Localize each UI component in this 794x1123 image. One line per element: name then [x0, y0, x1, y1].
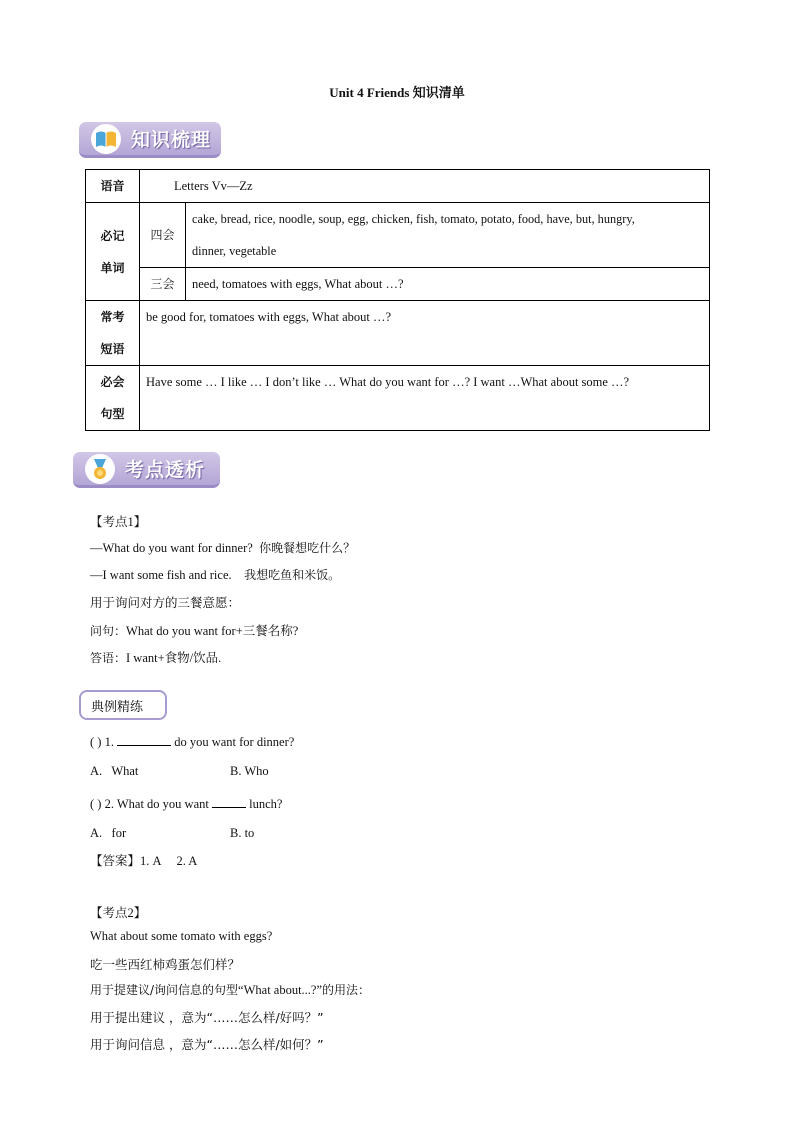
- table-row: [86, 203, 710, 268]
- point2-usage: 用于提建议/询问信息的句型“What about...?”的用法：: [90, 983, 371, 997]
- section-banner-knowledge: [79, 122, 221, 158]
- table-row: [86, 301, 710, 366]
- point1-heading: 【考点1】: [90, 515, 147, 529]
- point2-translation: 吃一些西红柿鸡蛋怎们样？: [90, 957, 241, 972]
- point2-heading: 【考点2】: [90, 906, 147, 920]
- exercise-2-option-b: B. to: [230, 826, 255, 840]
- pronunciation-content: Letters Vv—Zz: [140, 170, 710, 203]
- exercise-1-option-b: B. Who: [230, 764, 269, 778]
- point1-answer: —I want some fish and rice. 我想吃鱼和米饭。: [90, 568, 341, 582]
- sentences-content: Have some … I like … I don’t like … What do you want for …? I want …What about some …?: [140, 366, 710, 431]
- answer-blank[interactable]: [117, 733, 171, 746]
- phrases-content: be good for, tomatoes with eggs, What about …?: [140, 301, 710, 366]
- label-pronunciation: 语音: [86, 170, 140, 203]
- exercise-2-question: ( ) 2. What do you want lunch?: [90, 797, 283, 811]
- point1-ask: 问句：What do you want for+三餐名称?: [90, 624, 299, 638]
- label-phrases: 常考 短语: [86, 301, 140, 366]
- banner-title: 考点透析: [125, 459, 206, 481]
- label-must-words: 必记 单词: [86, 203, 140, 301]
- section-banner-exam-points: [73, 452, 220, 488]
- answer-blank[interactable]: [212, 795, 246, 808]
- point2-suggestion: 用于提出建议 ，意为“……怎么样/好吗？”: [90, 1010, 324, 1025]
- three-skills-content: need, tomatoes with eggs, What about …?: [186, 268, 710, 301]
- point1-question: —What do you want for dinner? 你晚餐想吃什么？: [90, 541, 356, 555]
- table-row: [86, 170, 710, 203]
- point1-reply: 答语：I want+食物/饮品.: [90, 651, 222, 665]
- table-row: [86, 268, 710, 301]
- four-skills-content: cake, bread, rice, noodle, soup, egg, chicken, fish, tomato, potato, food, have, but, hungry, dinner, vegetable: [186, 203, 710, 268]
- exercise-1-option-a: A. What: [90, 764, 139, 778]
- exercise-1-question: ( ) 1. do you want for dinner?: [90, 735, 295, 749]
- label-sentences: 必会 句型: [86, 366, 140, 431]
- label-three-skills: 三会: [140, 268, 186, 301]
- examples-label: 典例精练: [79, 690, 167, 720]
- answers: 【答案】1. A 2. A: [90, 854, 198, 868]
- table-row: [86, 366, 710, 431]
- page-title: Unit 4 Friends 知识清单: [329, 85, 465, 100]
- knowledge-table: [85, 169, 710, 431]
- book-icon: [91, 124, 121, 154]
- point2-inquiry: 用于询问信息 ，意为“……怎么样/如何？”: [90, 1037, 324, 1052]
- point1-usage: 用于询问对方的三餐意愿：: [90, 595, 241, 610]
- point2-example: What about some tomato with eggs?: [90, 929, 273, 943]
- label-four-skills: 四会: [140, 203, 186, 268]
- banner-title: 知识梳理: [131, 129, 212, 151]
- exercise-2-option-a: A. for: [90, 826, 127, 840]
- medal-icon: [85, 454, 115, 484]
